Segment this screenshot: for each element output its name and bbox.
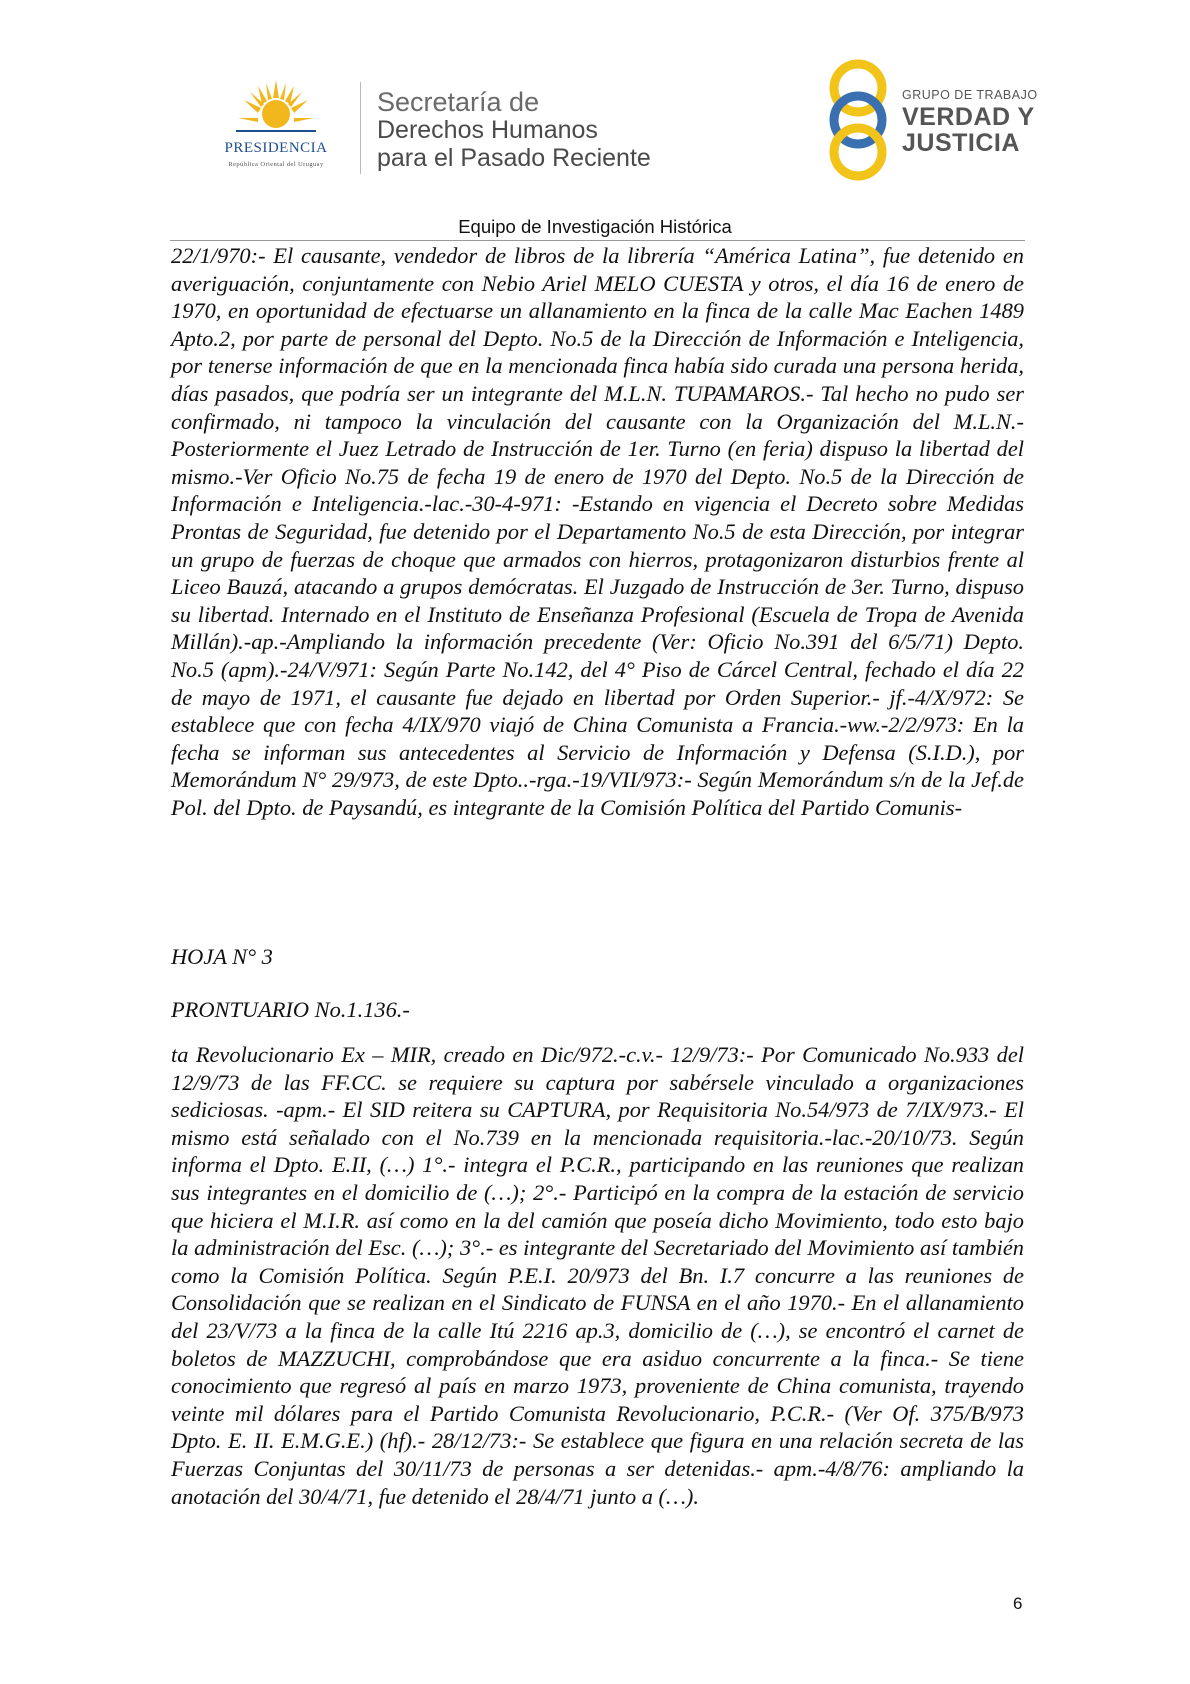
equipo-title: Equipo de Investigación Histórica	[458, 216, 732, 237]
secretaria-logo-text	[377, 88, 651, 172]
grupo-de-trabajo-label: GRUPO DE TRABAJO	[902, 88, 1038, 102]
record-paragraph-2: ta Revolucionario Ex – MIR, creado en Dic/972.-c.v.- 12/9/73:- Por Comunicado No.933 del 12/9/73 de las FF.CC. se requiere su captura por sabérsele vinculado a organizaciones sediciosas. -apm.- El SID reitera su CAPTURA, por Requisitoria No.54/973 de 7/IX/973.- El mismo está señalado con el No.739 en la mencionada requisitoria.-lac.-20/10/73. Según informa el Dpto. E.II, (…) 1°.- integra el P.C.R., participando en las reuniones que realizan sus integrantes en el domicilio de (…); 2°.- Participó en la compra de la estación de servicio que hiciera el M.I.R. así como en la del camión que poseía dicho Movimiento, todo esto bajo la administración del Esc. (…); 3°.- es integrante del Secretariado del Movimiento así también como la Comisión Política. Según P.E.I. 20/973 del Bn. I.7 concurre a las reuniones de Consolidación que se realizan en el Sindicato de FUNSA en el año 1970.- En el allanamiento del 23/V/73 a la finca de la calle Itú 2216 ap.3, domicilio de (…), se encontró el carnet de boletos de MAZZUCHI, comprobándose que era asiduo concurrente a la finca.- Se tiene conocimiento que regresó al país en marzo 1973, proveniente de China comunista, trayendo veinte mil dólares para el Partido Comunista Revolucionario, P.C.R.- (Ver Of. 375/B/973 Dpto. E. II. E.M.G.E.) (hf).- 28/12/73:- Se establece que figura en una relación secreta de las Fuerzas Conjuntas del 30/11/73 de personas a ser detenidas.- apm.-4/8/76: ampliando la anotación del 30/4/71, fue detenido el 28/4/71 junto a (…).	[171, 1042, 1024, 1509]
justicia-line: JUSTICIA	[902, 129, 1020, 157]
rings-icon	[822, 58, 894, 183]
page-header	[0, 0, 1190, 215]
presidencia-logo	[196, 78, 356, 173]
presidencia-subtitle: República Oriental del Uruguay	[228, 161, 324, 168]
secretaria-line2: Derechos Humanos	[377, 116, 598, 144]
secretaria-line1: Secretaría de	[377, 87, 540, 117]
record-paragraph-1: 22/1/970:- El causante, vendedor de libros de la librería “América Latina”, fue detenido en averiguación, conjuntamente con Nebio Ariel MELO CUESTA y otros, el día 16 de enero de 1970, en oportunidad de efectuarse un allanamiento en la finca de la calle Mac Eachen 1489 Apto.2, por parte de personal del Depto. No.5 de la Dirección de Información e Inteligencia, por tenerse información de que en la mencionada finca había sido curada una persona herida, días pasados, que podría ser un integrante del M.L.N. TUPAMAROS.- Tal hecho no pudo ser confirmado, ni tampoco la vinculación del causante con la Organización del M.L.N.-Posteriormente el Juez Letrado de Instrucción de 1er. Turno (en feria) dispuso la libertad del mismo.-Ver Oficio No.75 de fecha 19 de enero de 1970 del Depto. No.5 de la Dirección de Información e Inteligencia.-lac.-30-4-971: -Estando en vigencia el Decreto sobre Medidas Prontas de Seguridad, fue detenido por el Departamento No.5 de esta Dirección, por integrar un grupo de fuerzas de choque que armados con hierros, protagonizaron disturbios frente al Liceo Bauzá, atacando a grupos demócratas. El Juzgado de Instrucción de 3er. Turno, dispuso su libertad. Internado en el Instituto de Enseñanza Profesional (Escuela de Tropa de Avenida Millán).-ap.-Ampliando la información precedente (Ver: Oficio No.391 del 6/5/71) Depto. No.5 (apm).-24/V/971: Según Parte No.142, del 4° Piso de Cárcel Central, fechado el día 22 de mayo de 1971, el causante fue dejado en libertad por Orden Superior.- jf.-4/X/972: Se establece que con fecha 4/IX/970 viajó de China Comunista a Francia.-ww.-2/2/973: En la fecha se informan sus antecedentes al Servicio de Información y Defensa (S.I.D.), por Memorándum N° 29/973, de este Dpto..-rga.-19/VII/973:- Según Memorándum s/n de la Jef.de Pol. del Dpto. de Paysandú, es integrante de la Comisión Política del Partido Comunis-	[171, 243, 1024, 820]
secretaria-line3: para el Pasado Reciente	[377, 144, 651, 172]
verdad-justicia-logo	[822, 58, 1052, 183]
prontuario-heading: PRONTUARIO No.1.136.-	[171, 997, 410, 1022]
presidencia-name: PRESIDENCIA	[224, 140, 328, 156]
header-divider	[360, 82, 361, 174]
sun-icon	[236, 78, 316, 138]
hoja-heading: HOJA N° 3	[171, 944, 273, 969]
page-number: 6	[1013, 1594, 1023, 1613]
header-rule	[170, 240, 1025, 241]
verdad-line: VERDAD Y	[902, 103, 1035, 131]
verdad-justicia-title	[902, 104, 1035, 156]
